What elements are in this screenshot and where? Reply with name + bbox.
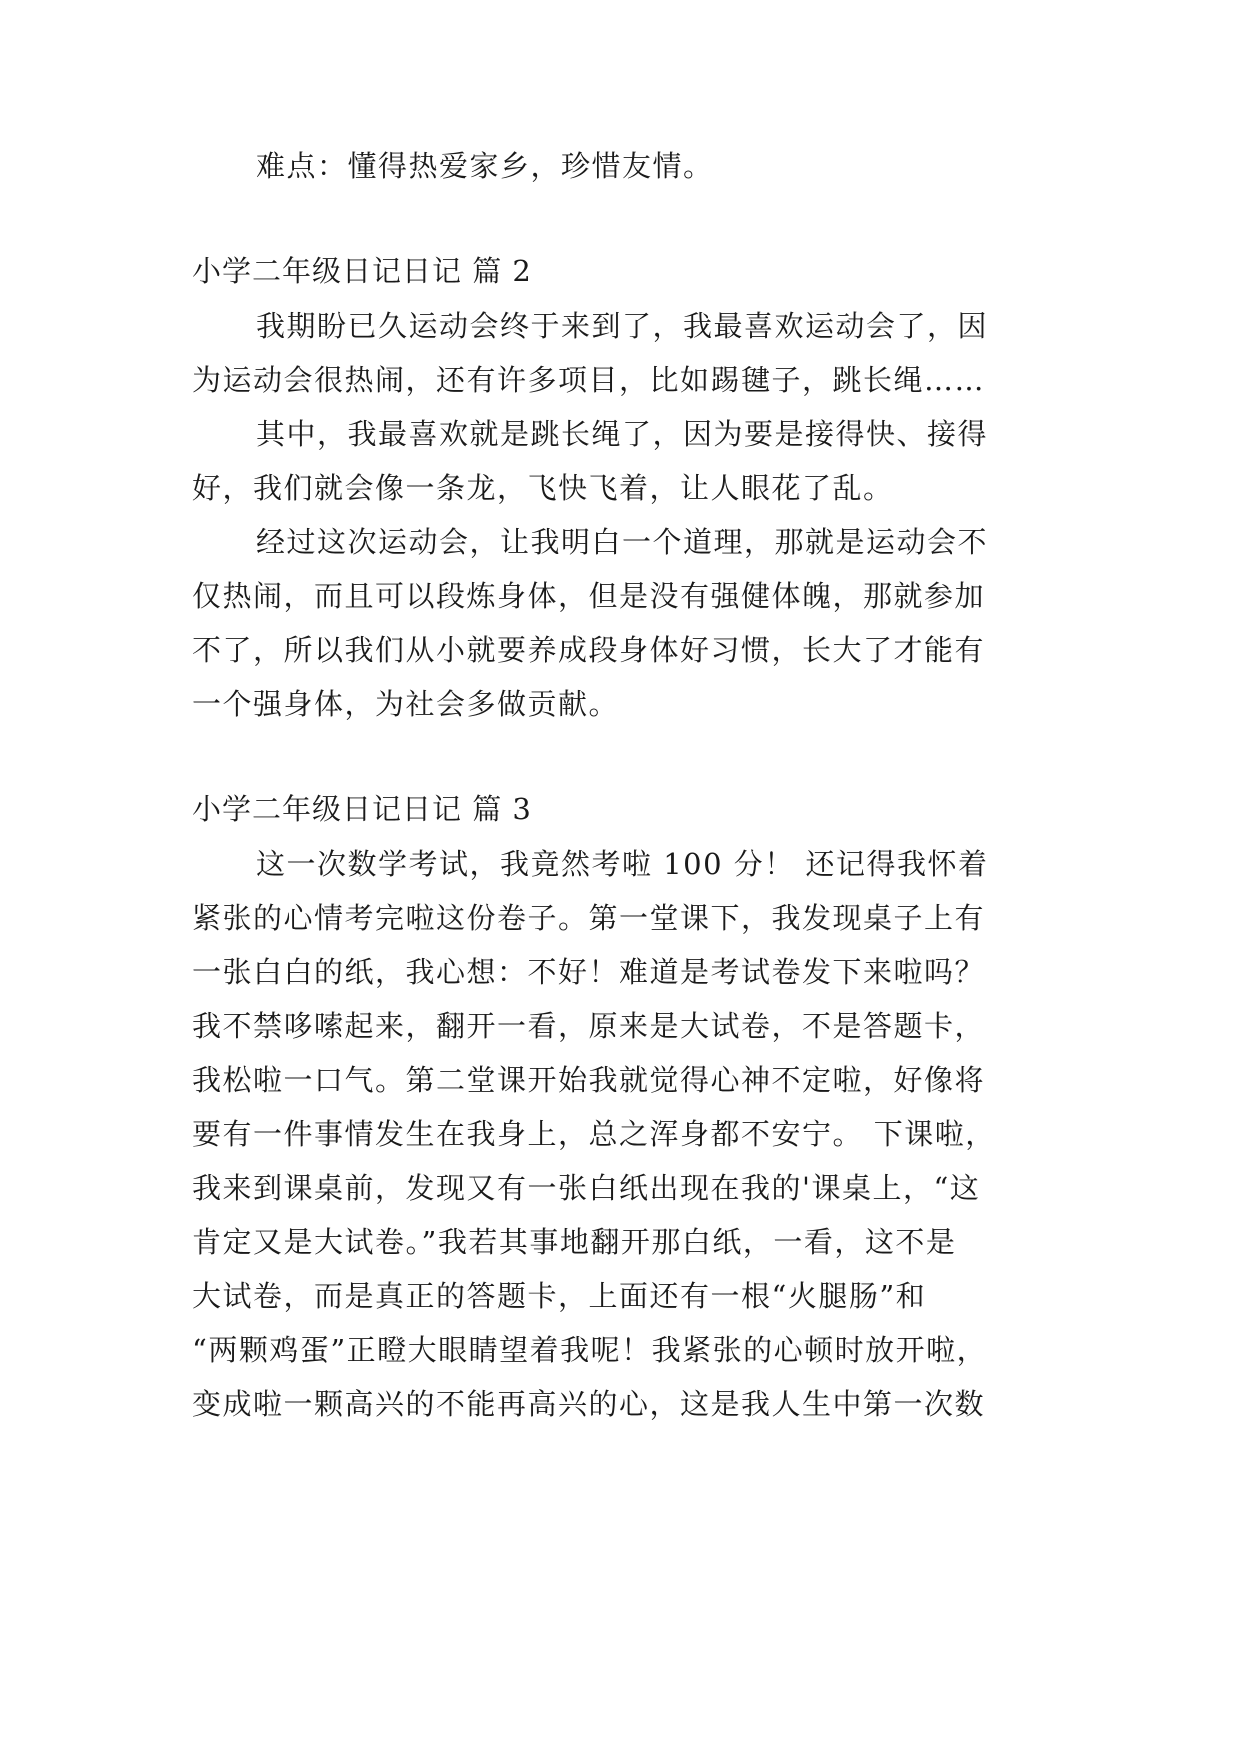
section-2-paragraph-2-line-1: 其中，我最喜欢就是跳长绳了，因为要是接得快、接得 — [256, 417, 989, 451]
section-2-paragraph-1-line-2: 为运动会很热闹，还有许多项目，比如踢毽子，跳长绳…… — [192, 363, 986, 397]
section-2-paragraph-1-line-1: 我期盼已久运动会终于来到了，我最喜欢运动会了，因 — [256, 309, 989, 343]
section-2-heading: 小学二年级日记日记 篇 2 — [192, 254, 532, 288]
section-3-line-8: 肯定又是大试卷。”我若其事地翻开那白纸，一看，这不是 — [192, 1225, 957, 1259]
section-2-paragraph-3-line-2: 仅热闹，而且可以段炼身体，但是没有强健体魄，那就参加 — [192, 579, 986, 613]
section-3-line-6: 要有一件事情发生在我身上，总之浑身都不安宁。 下课啦， — [192, 1117, 996, 1151]
section-3-line-2: 紧张的心情考完啦这份卷子。第一堂课下，我发现桌子上有 — [192, 901, 986, 935]
section-3-heading: 小学二年级日记日记 篇 3 — [192, 792, 532, 826]
section-2-paragraph-3-line-1: 经过这次运动会，让我明白一个道理，那就是运动会不 — [256, 525, 989, 559]
difficulty-line: 难点：懂得热爱家乡，珍惜友情。 — [256, 149, 714, 183]
section-3-line-4: 我不禁哆嗦起来，翻开一看，原来是大试卷，不是答题卡， — [192, 1009, 986, 1043]
section-3-line-1: 这一次数学考试，我竟然考啦 100 分！ 还记得我怀着 — [256, 847, 989, 881]
section-3-line-7: 我来到课桌前，发现又有一张白纸出现在我的'课桌上，“这 — [192, 1171, 981, 1205]
section-3-line-5: 我松啦一口气。第二堂课开始我就觉得心神不定啦，好像将 — [192, 1063, 986, 1097]
section-3-line-11: 变成啦一颗高兴的不能再高兴的心，这是我人生中第一次数 — [192, 1387, 986, 1421]
section-3-line-10: “两颗鸡蛋”正瞪大眼睛望着我呢！我紧张的心顿时放开啦， — [192, 1333, 988, 1367]
section-2-paragraph-2-line-2: 好，我们就会像一条龙，飞快飞着，让人眼花了乱。 — [192, 471, 894, 505]
section-3-line-9: 大试卷，而是真正的答题卡，上面还有一根“火腿肠”和 — [192, 1279, 927, 1313]
section-3-line-3: 一张白白的纸，我心想：不好！难道是考试卷发下来啦吗？ — [192, 955, 986, 989]
section-2-paragraph-3-line-3: 不了，所以我们从小就要养成段身体好习惯，长大了才能有 — [192, 633, 986, 667]
section-2-paragraph-3-line-4: 一个强身体，为社会多做贡献。 — [192, 687, 620, 721]
